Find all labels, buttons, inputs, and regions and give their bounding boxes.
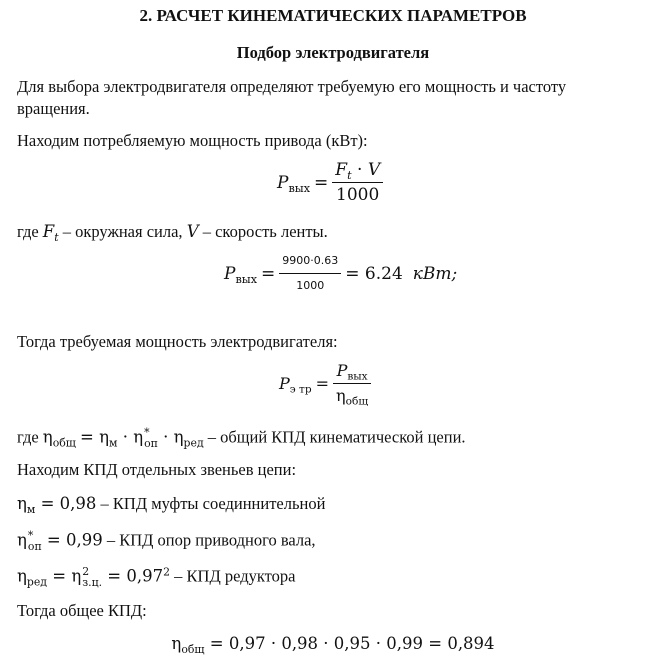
kpd-item-coupling: $\eta_м = 0,98$ – КПД муфты соединнительной	[17, 494, 326, 516]
formula-power-numerator: $F_t \cdot V$	[332, 160, 383, 183]
formula-motor-fraction: $\frac{P_{вых}}{\eta_{общ}}$	[333, 361, 371, 406]
formula-power-eq: =	[314, 172, 329, 193]
formula-calc-fraction: $\frac{9900\cdot 0.63}{1000}$	[279, 251, 341, 296]
formula-power-fraction	[332, 160, 383, 205]
formula-motor: $P_{э тр}$ = $\frac{P_{вых}}{\eta_{общ}}$	[279, 361, 371, 406]
formula-calc-result: = 6.24	[345, 263, 403, 284]
motor-where: где $\eta_{общ} = \eta_м \cdot \eta$ * оп · $\eta_{ред}$ – общий КПД кинематической цепи.	[17, 426, 466, 451]
intro-line-1: Для выбора электродвигателя определяют требуемую его мощность и частоту	[17, 77, 567, 96]
kpd-intro: Находим КПД отдельных звеньев цепи:	[17, 460, 297, 479]
formula-calc-unit: кВт;	[412, 263, 458, 284]
kpd-total-intro: Тогда общее КПД:	[17, 601, 147, 620]
power-where: где $F_t$ – окружная сила, V – скорость ленты.	[17, 222, 328, 244]
intro-line-2: вращения.	[17, 99, 90, 118]
kpd-item-reducer: $\eta_{ред} = \eta$ 2 з.ц. = $0,97^2$ – КПД редуктора	[17, 565, 296, 590]
kpd-total-formula: $\eta_{общ} = 0,97 \cdot 0,98 \cdot 0,95 \cdot 0,99 = 0,894$	[171, 634, 495, 656]
formula-power-lhs: $P_{вых}$	[277, 172, 311, 195]
formula-calc-lhs: $P_{вых}$	[224, 263, 258, 286]
formula-power-denominator: 1000	[336, 185, 380, 205]
subsection-title: Подбор электродвигателя	[236, 43, 430, 62]
formula-power	[277, 160, 383, 205]
kpd-item-bearings: η * оп = 0,99 – КПД опор приводного вала,	[17, 529, 316, 554]
formula-motor-lhs: $P_{э тр}$	[279, 373, 312, 396]
motor-intro: Тогда требуемая мощность электродвигателя:	[17, 332, 338, 351]
power-intro: Находим потребляемую мощность привода (кВт):	[17, 131, 368, 150]
formula-power-calc: $P_{вых}$ = $\frac{9900\cdot 0.63}{1000}$ = 6.24 кВт;	[224, 251, 457, 296]
section-title: 2. РАСЧЕТ КИНЕМАТИЧЕСКИХ ПАРАМЕТРОВ	[139, 6, 527, 25]
